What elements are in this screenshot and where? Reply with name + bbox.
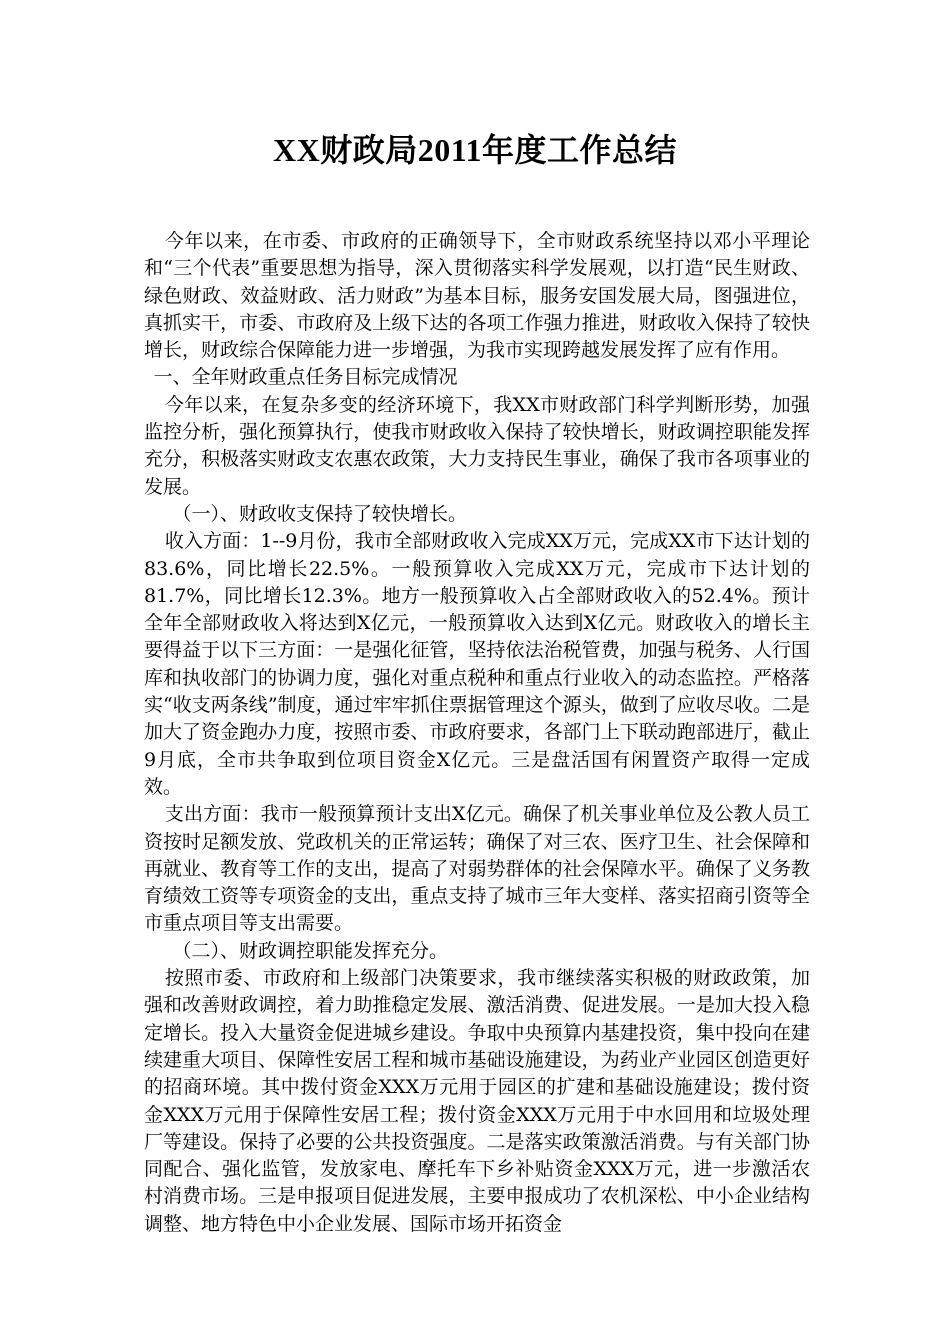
section-1-paragraph: 今年以来，在复杂多变的经济环境下，我XX市财政部门科学判断形势，加强监控分析，强化预算执行，使我市财政收入保持了较快增长，财政调控职能发挥充分，积极落实财政支农惠农政策，大力支持民生事业，确保了我市各项事业的发展。: [144, 393, 810, 498]
expenditure-paragraph: 支出方面：我市一般预算预计支出X亿元。确保了机关事业单位及公教人员工资按时足额发放、党政机关的正常运转；确保了对三农、医疗卫生、社会保障和再就业、教育等工作的支出，提高了对弱势群体的社会保障水平。确保了义务教育绩效工资等专项资金的支出，重点支持了城市三年大变样、落实招商引资等全市重点项目等支出需要。: [144, 803, 810, 935]
document-body: [144, 228, 810, 1238]
subsection-heading-2: （二）、财政调控职能发挥充分。: [172, 939, 449, 962]
regulation-paragraph: 按照市委、市政府和上级部门决策要求，我市继续落实积极的财政政策，加强和改善财政调控，着力助推稳定发展、激活消费、促进发展。一是加大投入稳定增长。投入大量资金促进城乡建设。争取中央预算内基建投资，集中投向在建续建重大项目、保障性安居工程和城市基础设施建设，为药业产业园区创造更好的招商环境。其中拨付资金XXX万元用于园区的扩建和基础设施建设；拨付资金XXX万元用于保障性安居工程；拨付资金XXX万元用于中水回用和垃圾处理厂等建设。保持了必要的公共投资强度。二是落实政策激活消费。与有关部门协同配合、强化监管，发放家电、摩托车下乡补贴资金XXX万元，进一步激活农村消费市场。三是申报项目促进发展，主要申报成功了农机深松、中小企业结构调整、地方特色中小企业发展、国际市场开拓资金: [144, 967, 810, 1235]
income-paragraph: 收入方面：1--9月份，我市全部财政收入完成XX万元，完成XX市下达计划的83.6%，同比增长22.5%。一般预算收入完成XX万元，完成市下达计划的81.7%，同比增长12.3%。地方一般预算收入占全部财政收入的52.4%。预计全年全部财政收入将达到X亿元，一般预算收入达到X亿元。财政收入的增长主要得益于以下三方面：一是强化征管，坚持依法治税管费，加强与税务、人行国库和执收部门的协调力度，强化对重点税种和重点行业收入的动态监控。严格落实“收支两条线”制度，通过牢牢抓住票据管理这个源头，做到了应收尽收。二是加大了资金跑办力度，按照市委、市政府要求，各部门上下联动跑部进厅，截止9月底，全市共争取到位项目资金X亿元。三是盘活国有闲置资产取得一定成效。: [144, 530, 810, 798]
subsection-heading-1: （一）、财政收支保持了较快增长。: [172, 502, 468, 525]
section-heading-1: 一、全年财政重点任务目标完成情况: [153, 366, 458, 389]
intro-paragraph: 今年以来，在市委、市政府的正确领导下，全市财政系统坚持以邓小平理论和“三个代表”重要思想为指导，深入贯彻落实科学发展观，以打造“民生财政、绿色财政、效益财政、活力财政”为基本目标，服务安国发展大局，图强进位，真抓实干，市委、市政府及上级下达的各项工作强力推进，财政收入保持了较快增长，财政综合保障能力进一步增强，为我市实现跨越发展发挥了应有作用。: [144, 230, 810, 362]
document-title: XX财政局2011年度工作总结: [273, 132, 677, 168]
